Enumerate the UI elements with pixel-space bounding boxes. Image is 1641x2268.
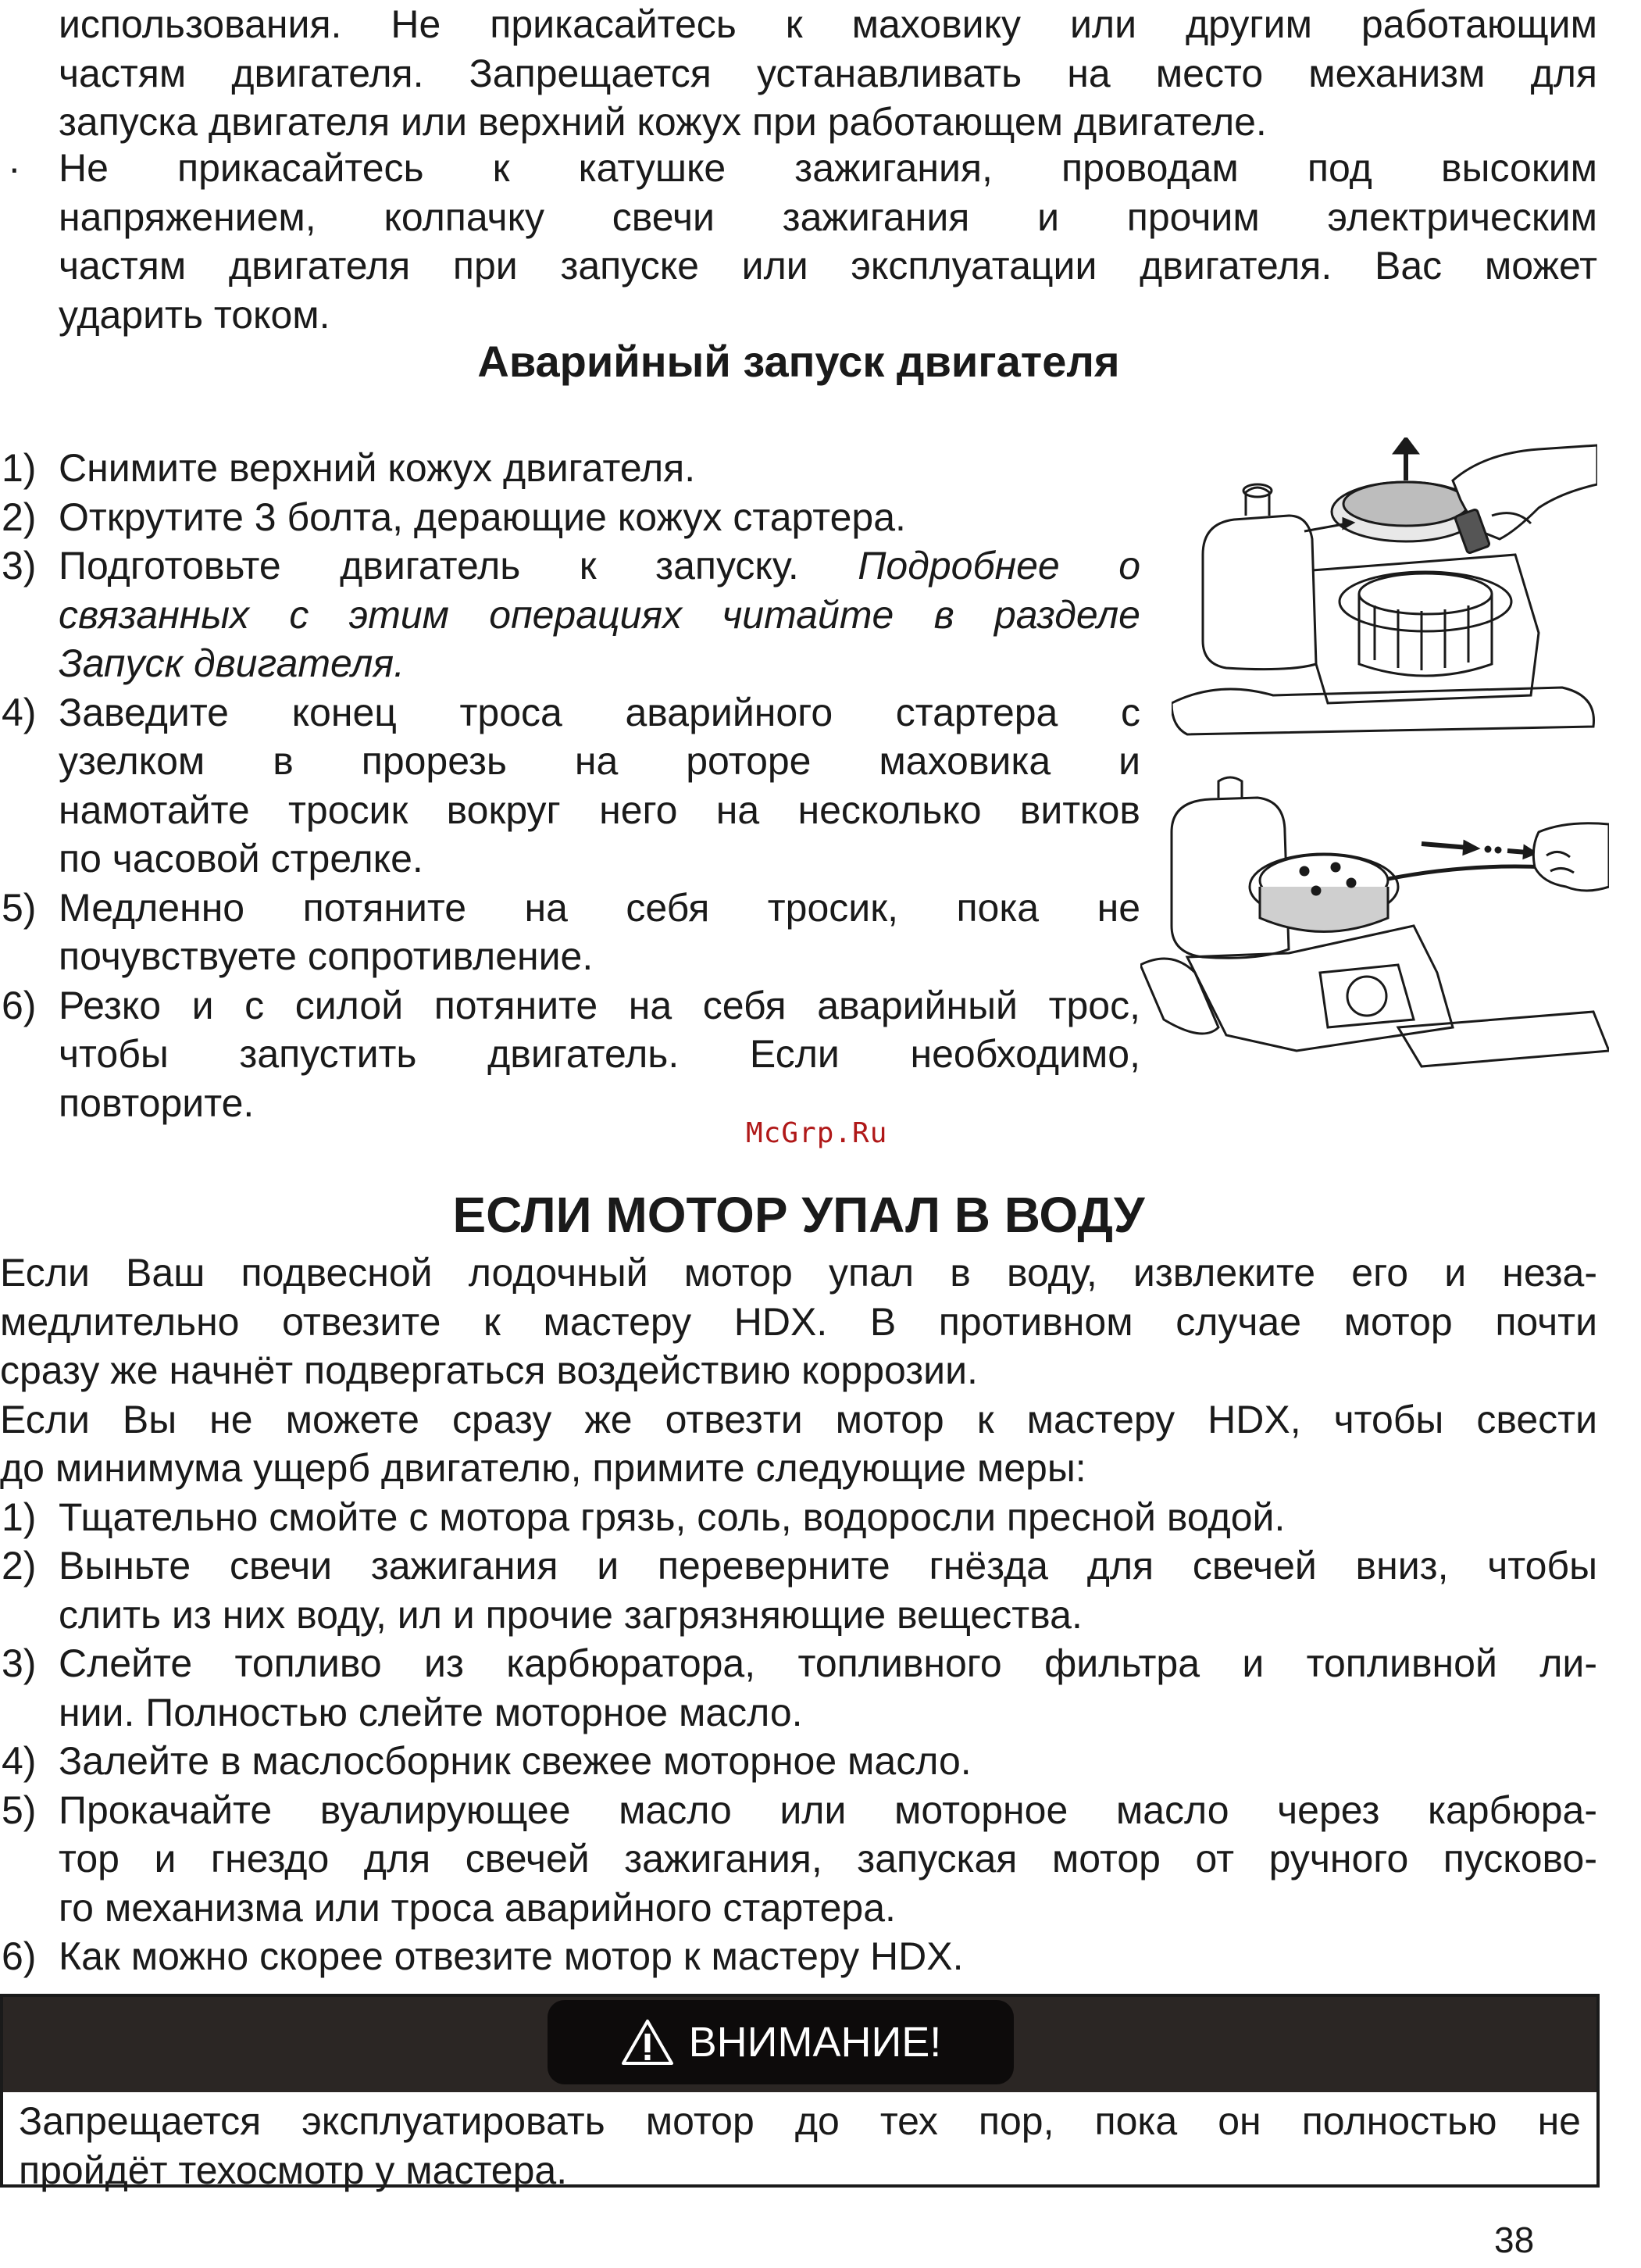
text-line: медлительно отвезите к мастеру HDX. В противном случае мотор почти	[0, 1299, 1597, 1344]
step-text: слить из них воду, ил и прочие загрязняющие вещества.	[59, 1592, 1083, 1637]
step-number: 4)	[2, 1739, 37, 1783]
text-line: Если Ваш подвесной лодочный мотор упал в воду, извлеките его и неза-	[0, 1251, 1597, 1295]
list-item	[0, 884, 1140, 981]
section-heading-emergency-start: Аварийный запуск двигателя	[477, 337, 1120, 386]
step-text: Прокачайте вуалирующее масло или моторное масло через карбюра-	[59, 1788, 1597, 1832]
warning-header-bar	[3, 1997, 1596, 2092]
text-line: Запрещается эксплуатировать мотор до тех пор, пока он полностью не	[19, 2099, 1581, 2143]
step-text: го механизма или троса аварийного стартера.	[59, 1885, 896, 1930]
step-text: узелком в прорезь на роторе маховика и	[59, 739, 1140, 783]
text-line: запуска двигателя или верхний кожух при работающем двигателе.	[59, 100, 1267, 144]
step-number: 4)	[2, 690, 37, 734]
section-heading-motor-in-water: ЕСЛИ МОТОР УПАЛ В ВОДУ	[452, 1187, 1145, 1243]
step-text: тор и гнездо для свечей зажигания, запуская мотор от ручного пусково-	[59, 1837, 1597, 1880]
step-text: Открутите 3 болта, дерающие кожух стартера.	[59, 495, 906, 539]
text-line: использования. Не прикасайтесь к маховику или другим работающим	[59, 2, 1597, 46]
list-item	[0, 444, 1140, 493]
step-text: Как можно скорее отвезите мотор к мастеру HDX.	[59, 1934, 964, 1978]
step-number: 1)	[2, 1495, 37, 1539]
illustration-wind-rope	[1140, 770, 1609, 1082]
step-number: 6)	[2, 1934, 37, 1978]
watermark: McGrp.Ru	[746, 1117, 888, 1149]
page-number: 38	[1494, 2220, 1535, 2260]
step-text: почувствуете сопротивление.	[59, 934, 594, 978]
warning-text	[19, 2097, 1581, 2195]
list-item	[0, 541, 1140, 688]
step-text-italic: Подробнее о	[858, 544, 1140, 588]
warning-label: ВНИМАНИЕ!	[688, 2019, 942, 2066]
step-text: Резко и с силой потяните на себя аварийный трос,	[59, 983, 1140, 1027]
text-line: ударить током.	[59, 292, 330, 337]
text-line: частям двигателя при запуске или эксплуатации двигателя. Вас может	[59, 244, 1597, 288]
step-text: Тщательно смойте с мотора грязь, соль, водоросли пресной водой.	[59, 1495, 1286, 1539]
intro-text	[59, 0, 1597, 147]
illustration-remove-cover	[1172, 438, 1597, 750]
text-line: сразу же начнёт подвергаться воздействию коррозии.	[0, 1348, 978, 1392]
warning-triangle-icon	[620, 2018, 675, 2066]
list-item	[0, 1639, 1597, 1737]
step-text: по часовой стрелке.	[59, 837, 423, 880]
step-number: 5)	[2, 1788, 37, 1832]
step-number: 2)	[2, 495, 37, 539]
step-text: намотайте тросик вокруг него на несколько витков	[59, 788, 1140, 832]
step-number: 2)	[2, 1544, 37, 1588]
list-item	[0, 1786, 1597, 1933]
warning-box	[0, 1994, 1600, 2192]
text-line: Если Вы не можете сразу же отвезти мотор к мастеру HDX, чтобы свести	[0, 1397, 1597, 1441]
list-item	[0, 1541, 1597, 1639]
step-text: Залейте в маслосборник свежее моторное масло.	[59, 1739, 972, 1783]
text-line: Не прикасайтесь к катушке зажигания, проводам под высоким	[59, 146, 1597, 190]
step-text: нии. Полностью слейте моторное масло.	[59, 1690, 803, 1734]
emergency-steps-list	[0, 444, 1140, 1127]
list-item	[0, 1737, 1597, 1786]
list-item	[0, 493, 1140, 542]
list-item	[0, 688, 1140, 884]
step-text: Выньте свечи зажигания и переверните гнёзда для свечей вниз, чтобы	[59, 1544, 1597, 1588]
text-line: до минимума ущерб двигателю, примите следующие меры:	[0, 1446, 1086, 1490]
list-item	[0, 981, 1140, 1128]
step-text: Заведите конец троса аварийного стартера с	[59, 690, 1140, 734]
text-line: частям двигателя. Запрещается устанавливать на место механизм для	[59, 51, 1597, 95]
step-number: 1)	[2, 446, 37, 490]
list-item	[0, 1932, 1597, 1981]
bullet-dot: ·	[8, 146, 21, 190]
step-number: 3)	[2, 544, 37, 588]
step-text-italic: связанных с этим операциях читайте в разделе	[59, 592, 1140, 637]
step-number: 6)	[2, 983, 37, 1027]
water-section-text	[0, 1248, 1597, 1981]
step-text-regular: Подготовьте двигатель к запуску.	[59, 544, 799, 588]
step-text: Слейте топливо из карбюратора, топливного фильтра и топливной ли-	[59, 1641, 1597, 1685]
text-line: напряжением, колпачку свечи зажигания и прочим электрическим	[59, 195, 1597, 239]
list-item	[0, 1493, 1597, 1542]
step-text: Медленно потяните на себя тросик, пока не	[59, 885, 1140, 930]
water-steps-list	[0, 1493, 1597, 1981]
step-number: 3)	[2, 1641, 37, 1685]
step-text: Снимите верхний кожух двигателя.	[59, 446, 696, 490]
step-number: 5)	[2, 885, 37, 930]
paragraph	[0, 1248, 1597, 1395]
step-text: чтобы запустить двигатель. Если необходимо,	[59, 1032, 1140, 1076]
step-text	[59, 541, 1140, 591]
step-text-italic: Запуск двигателя.	[59, 641, 405, 685]
warning-label-pill	[548, 2000, 1014, 2084]
step-text: повторите.	[59, 1080, 255, 1125]
text-line: пройдёт техосмотр у мастера.	[19, 2148, 568, 2192]
paragraph	[0, 1395, 1597, 1493]
